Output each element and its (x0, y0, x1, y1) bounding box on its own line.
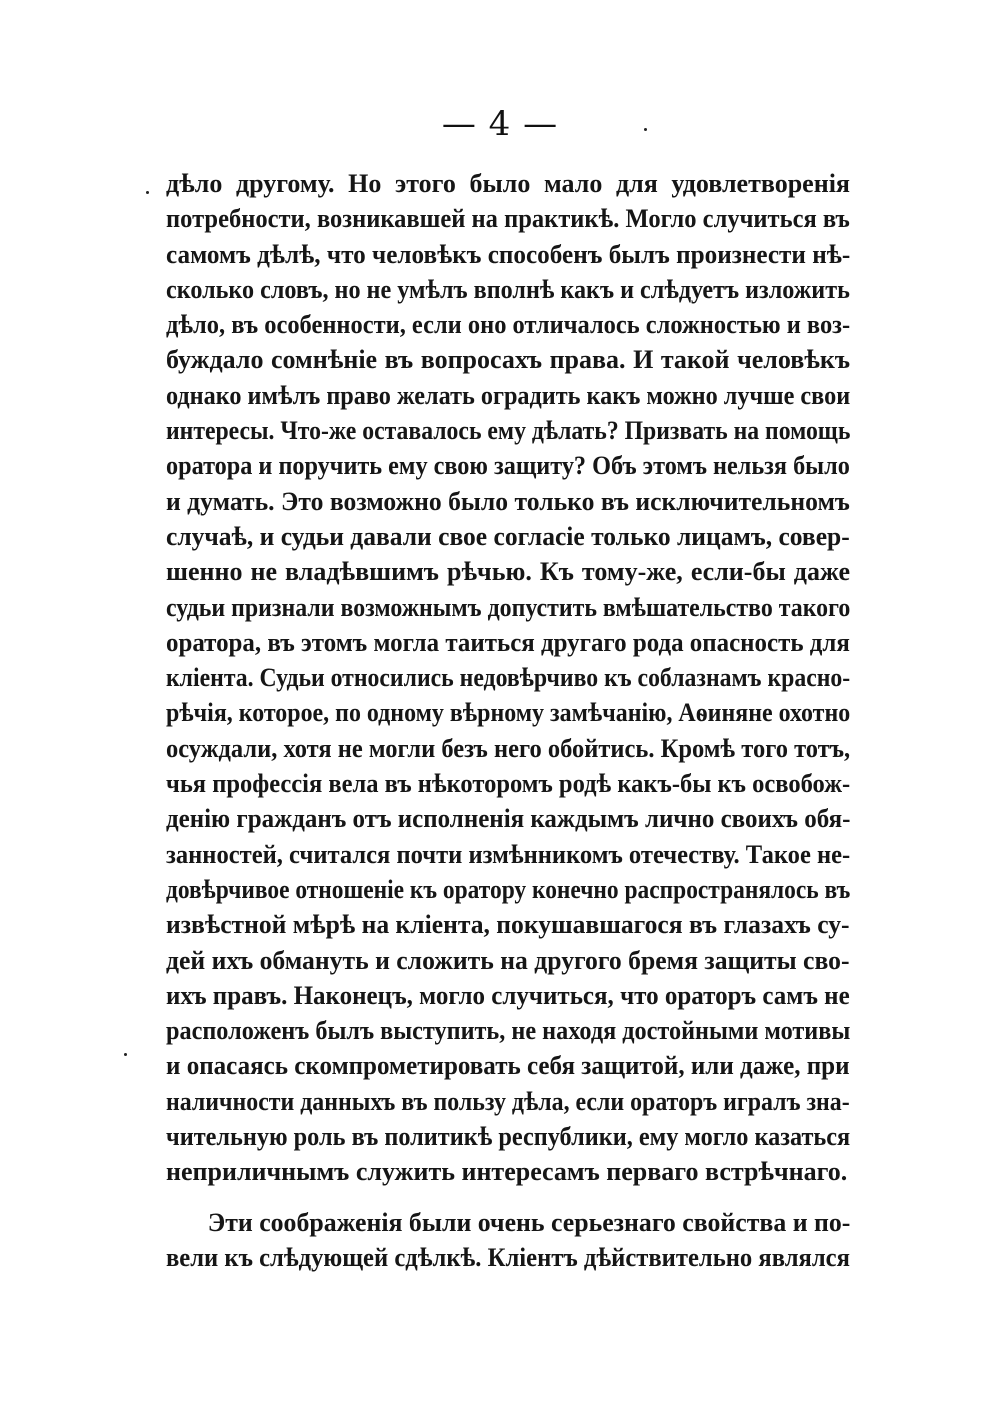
paragraph (166, 1205, 850, 1276)
text-line: рѣчія, которое, по одному вѣрному замѣчанію, Аѳиняне охотно (166, 698, 851, 728)
text-line: осуждали, хотя не могли безъ него обойтись. Кромѣ того тотъ, (166, 733, 851, 763)
text-line: и опасаясь скомпрометировать себя защитой, или даже, при (166, 1051, 850, 1081)
text-line: и думать. Это возможно было только въ исключительномъ (166, 486, 850, 516)
scan-speck (124, 1053, 127, 1056)
text-line: неприличнымъ служить интересамъ перваго встрѣчнаго. (166, 1157, 848, 1187)
scan-speck (644, 128, 647, 131)
text-line: кліента. Судьи относились недовѣрчиво къ соблазнамъ красно- (166, 663, 851, 693)
text-line: буждало сомнѣніе въ вопросахъ права. И такой человѣкъ (166, 345, 850, 375)
text-line: расположенъ былъ выступить, не находя достойными мотивы (166, 1016, 851, 1046)
page-number: — 4 — (441, 104, 559, 144)
text-line: наличности данныхъ въ пользу дѣла, если ораторъ игралъ зна- (166, 1086, 850, 1116)
scan-speck (146, 191, 149, 194)
text-line: судьи признали возможнымъ допустить вмѣшательство такого (166, 592, 851, 622)
text-line: однако имѣлъ право желать оградить какъ можно лучше свои (166, 380, 851, 410)
text-line: дѣло другому. Но этого было мало для удовлетворенія (166, 169, 850, 198)
text-line: оратора и поручить ему свою защиту? Объ этомъ нельзя было (166, 451, 850, 481)
paragraph-gap (166, 1190, 850, 1205)
text-line: оратора, въ этомъ могла таиться другаго рода опасность для (166, 627, 850, 657)
text-line: Эти соображенія были очень серьезнаго свойства и по- (207, 1207, 851, 1237)
text-line: самомъ дѣлѣ, что человѣкъ способенъ былъ произнести нѣ- (166, 239, 851, 269)
text-line: довѣрчивое отношеніе къ оратору конечно распространялось въ (166, 874, 851, 904)
body-text (166, 166, 850, 1275)
text-line: извѣстной мѣрѣ на кліента, покушавшагося въ глазахъ су- (166, 910, 850, 940)
text-line: интересы. Что-же оставалось ему дѣлать? Призвать на помощь (166, 416, 851, 446)
paragraph (166, 166, 850, 1190)
text-line: случаѣ, и судьи давали свое согласіе только лицамъ, совер- (166, 521, 850, 551)
text-line: чья профессія вела въ нѣкоторомъ родѣ какъ-бы къ освобож- (166, 769, 851, 799)
text-line: дѣло, въ особенности, если оно отличалось сложностью и воз- (166, 310, 851, 340)
text-line: вели къ слѣдующей сдѣлкѣ. Кліентъ дѣйствительно являлся (166, 1242, 850, 1272)
text-line: шенно не владѣвшимъ рѣчью. Къ тому-же, если-бы даже (166, 557, 850, 587)
text-line: сколько словъ, но не умѣлъ вполнѣ какъ и слѣдуетъ изложить (166, 274, 850, 304)
text-line: денію гражданъ отъ исполненія каждымъ лично своихъ обя- (166, 804, 851, 834)
text-line: чительную роль въ политикѣ республики, ему могло казаться (166, 1122, 851, 1152)
text-line: потребности, возникавшей на практикѣ. Могло случиться въ (166, 204, 850, 234)
text-line: ихъ правъ. Наконецъ, могло случиться, что ораторъ самъ не (166, 980, 850, 1010)
text-line: дей ихъ обмануть и сложить на другого бремя защиты сво- (166, 945, 850, 975)
text-line: занностей, считался почти измѣнникомъ отечеству. Такое не- (166, 839, 851, 869)
